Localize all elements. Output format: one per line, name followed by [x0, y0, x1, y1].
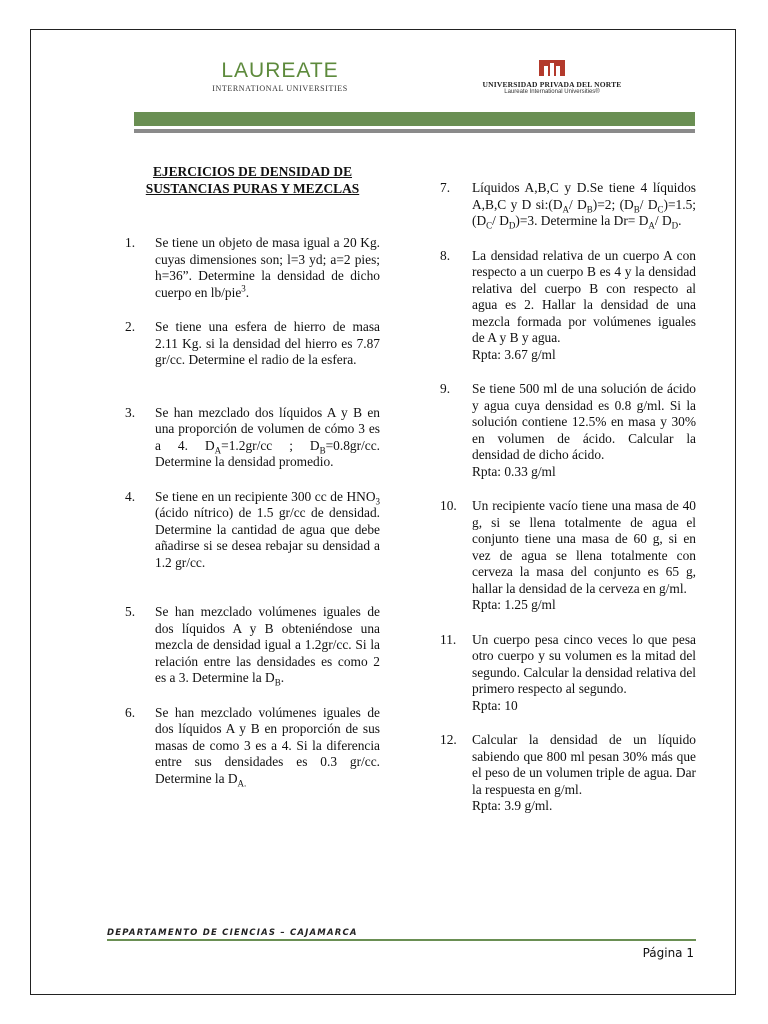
exercise-11: [440, 632, 696, 715]
header-rule: [134, 129, 695, 133]
exercise-12: [440, 732, 696, 815]
exercise-number: 6.: [125, 704, 136, 720]
exercise-text: Un recipiente vacío tiene una masa de 40 g, si se llena totalmente de agua el conjunto tiene una masa de 60 g, si en vez de agua se llena totalmente con cerveza la masa del conjunto es 65 g, hallar la densidad de la cerveza en g/ml.: [472, 498, 696, 596]
page-number: Página 1: [642, 946, 694, 960]
upn-logo-subtitle: Laureate International Universities®: [504, 89, 600, 95]
laureate-logo-name: LAUREATE: [221, 59, 339, 82]
header-band: [134, 112, 695, 126]
exercise-text: Calcular la densidad de un líquido sabiendo que 800 ml pesan 30% más que el peso de un volumen triple de agua. Dar la respuesta en g/ml.: [472, 732, 696, 797]
exercise-text: Se tiene en un recipiente 300 cc de $HNO_3$ (ácido nítrico) de 1.5 gr/cc de densidad. Determine la cantidad de agua que debe añadirse si se desea rebajar su densidad a 1.2 gr/cc.: [155, 488, 380, 570]
exercise-number: 8.: [440, 247, 451, 263]
exercise-8: [440, 248, 696, 364]
exercise-number: 3.: [125, 404, 136, 420]
exercise-9: [440, 381, 696, 480]
exercise-answer: Rpta: 0.33 g/ml: [472, 463, 556, 479]
right-column: [440, 180, 696, 815]
exercise-5: [125, 604, 380, 687]
exercise-text: Un cuerpo pesa cinco veces lo que pesa otro cuerpo y su volumen es la mitad del segundo. Calcular la densidad relativa del primero respecto al segundo.: [472, 631, 696, 696]
exercise-number: 1.: [125, 235, 136, 250]
exercise-6: [125, 705, 380, 788]
upn-emblem-icon: [537, 58, 567, 78]
page-title: [125, 164, 380, 197]
department-label: DEPARTAMENTO DE CIENCIAS – CAJAMARCA: [107, 928, 358, 938]
title-line-1: EJERCICIOS DE DENSIDAD DE: [152, 164, 353, 179]
exercise-text: Se han mezclado volúmenes iguales de dos líquidos A y B obteniéndose una mezcla de densidad igual a 1.2gr/cc. Si la relación entre las densidades es como 2 es a 3. Determine la $D_B$.: [155, 604, 380, 688]
upn-logo-name: UNIVERSIDAD PRIVADA DEL NORTE: [482, 80, 622, 89]
laureate-logo-subtitle: INTERNATIONAL UNIVERSITIES: [212, 84, 348, 93]
exercise-1: [125, 235, 380, 301]
exercise-10: [440, 498, 696, 614]
exercise-answer: Rpta: 3.9 g/ml.: [472, 798, 553, 813]
exercise-text: Se han mezclado dos líquidos A y B en una proporción de volumen de cómo 3 es a 4. $D_A=1.2gr/cc$ ; $D_B=0.8gr/cc$. Determine la densidad promedio.: [155, 404, 381, 469]
exercise-number: 11.: [440, 631, 457, 647]
exercise-answer: Rpta: 1.25 g/ml: [472, 597, 556, 612]
exercise-number: 9.: [440, 381, 451, 396]
exercise-number: 5.: [125, 604, 136, 619]
exercise-number: 10.: [440, 498, 457, 513]
title-line-2: SUSTANCIAS PURAS Y MEZCLAS: [145, 180, 360, 196]
exercise-text: Se han mezclado volúmenes iguales de dos líquidos A y B en proporción de sus masas de como 3 es a 4. Si la diferencia entre sus densidades es 0.3 gr/cc. Determine la $D_{A.}$: [155, 704, 380, 789]
exercise-number: 7.: [440, 180, 451, 195]
exercise-2: [125, 319, 380, 369]
exercise-text: Se tiene 500 ml de una solución de ácido y agua cuya densidad es 0.8 g/ml. Si la solución contiene 12.5% en masa y 30% en volumen de ácido. Calcular la densidad de dicho ácido.: [472, 381, 696, 462]
left-column: [125, 164, 380, 787]
upn-logo: [482, 58, 622, 96]
exercise-answer: Rpta: 10: [472, 697, 518, 713]
exercise-7: [440, 180, 696, 230]
exercise-4: [125, 489, 380, 572]
exercise-number: 2.: [125, 319, 136, 334]
exercise-number: 4.: [125, 488, 136, 504]
exercise-answer: Rpta: 3.67 g/ml: [472, 346, 556, 362]
laureate-logo: [206, 60, 354, 93]
exercise-text: Líquidos A,B,C y D.Se tiene 4 líquidos A,B,C y D $si:(D_A/$ $D_B)=2$; ($D_B/$ $D_C)=1.5$; ($D_C/$ $D_D)=3$. Determine la $Dr= D_A/$ $D_D$.: [472, 180, 696, 231]
exercise-text: Se tiene una esfera de hierro de masa 2.11 Kg. si la densidad del hierro es 7.87 gr/cc. Determine el radio de la esfera.: [155, 319, 380, 367]
exercise-number: 12.: [440, 732, 457, 747]
exercise-3: [125, 405, 380, 471]
exercise-text: Se tiene un objeto de masa igual a 20 Kg. cuyas dimensiones son; l=3 yd; a=2 pies; h=36”. Determine la densidad de dicho cuerpo en lb/pie$^3$.: [155, 235, 380, 300]
exercise-text: La densidad relativa de un cuerpo A con respecto a un cuerpo B es 4 y la densidad relativa del cuerpo B con respecto al agua es 2. Hallar la densidad de una mezcla formada por volúmenes iguales de A y B y agua.: [472, 247, 696, 345]
footer-rule: [107, 939, 696, 941]
